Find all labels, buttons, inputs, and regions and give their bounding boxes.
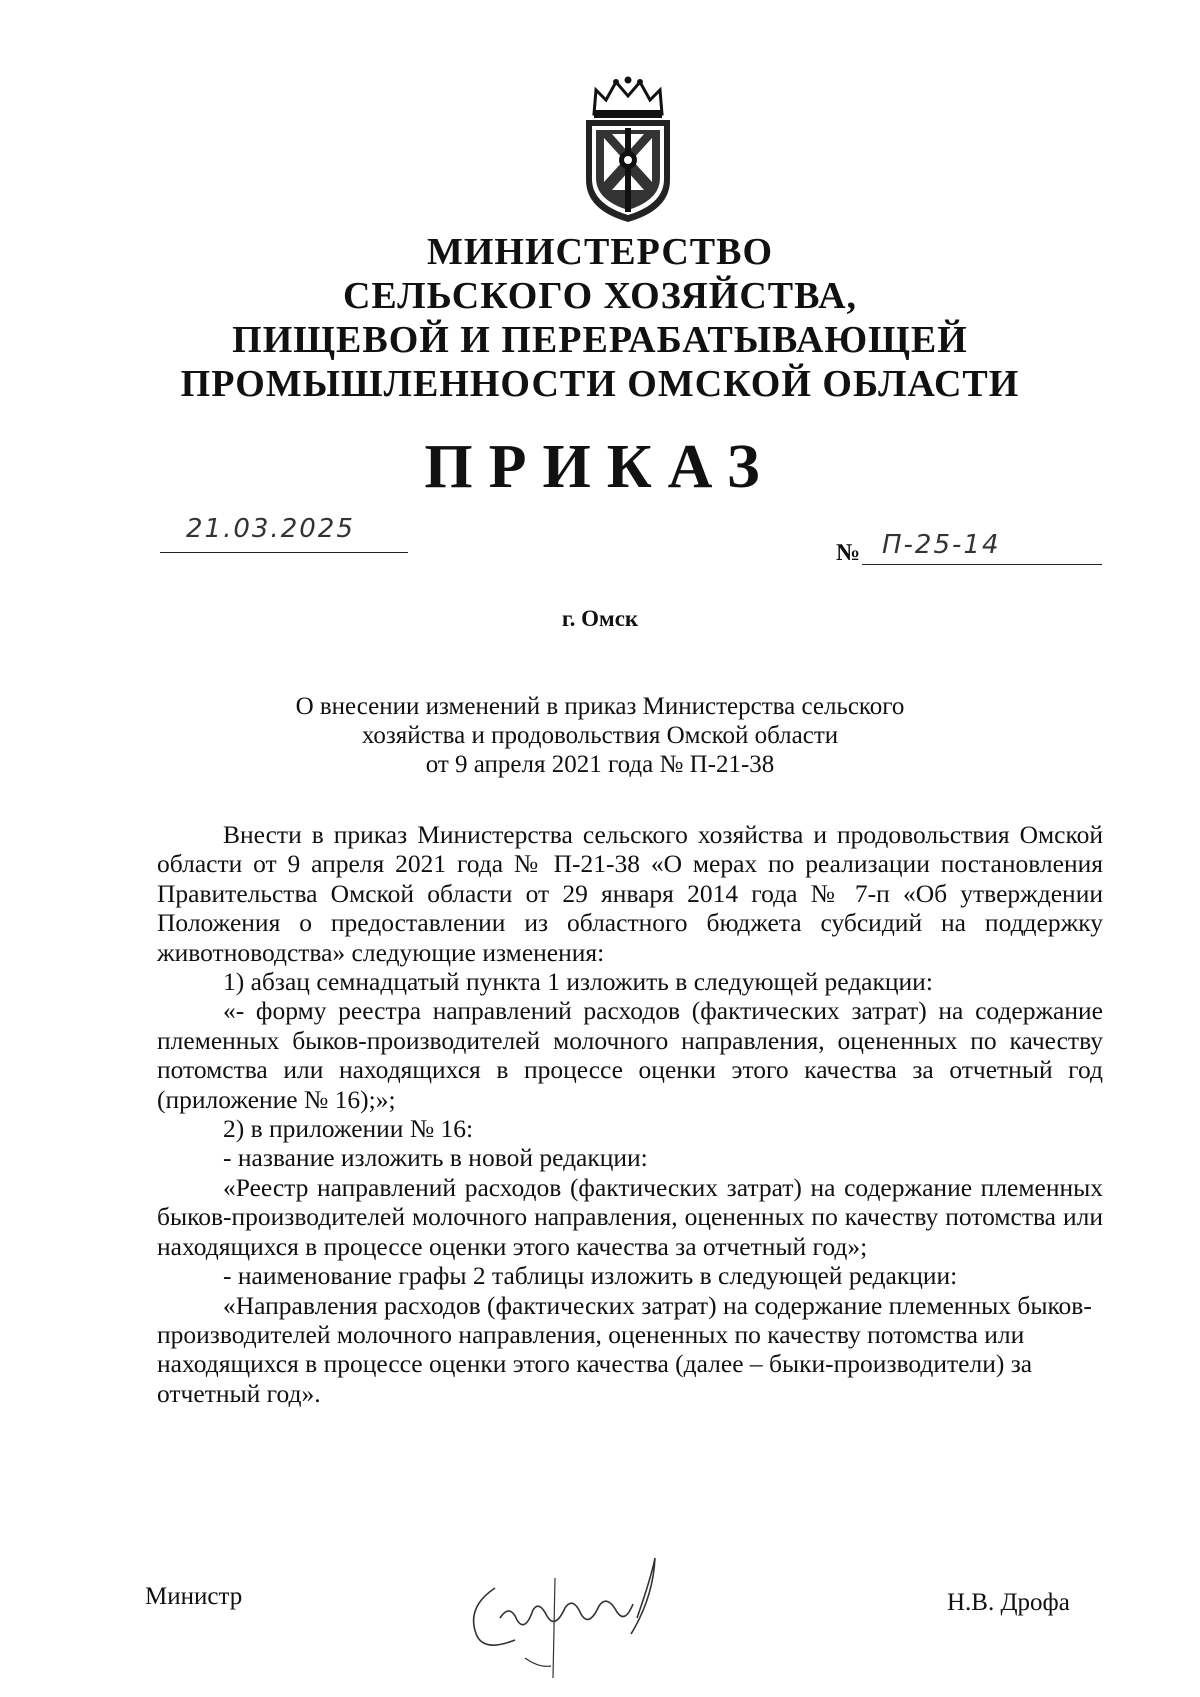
body-paragraph: «Реестр направлений расходов (фактических затрат) на содержание племенных быков-производителей молочного направления, оцененных по качеству потомства или находящихся в процессе оценки этого качества за отчетный год»;: [157, 1172, 1103, 1261]
number-label: №: [836, 540, 861, 566]
coat-of-arms-emblem: [574, 76, 682, 226]
body-paragraph: 1) абзац семнадцатый пункта 1 изложить в следующей редакции:: [223, 967, 933, 997]
subject-line: О внесении изменений в приказ Министерства сельского: [295, 693, 905, 720]
number-underline: [862, 564, 1102, 565]
subject-line: хозяйства и продовольствия Омской области: [361, 722, 839, 749]
body-paragraph: - название изложить в новой редакции:: [223, 1143, 648, 1173]
body-paragraph: Внести в приказ Министерства сельского хозяйства и продовольствия Омской области от 9 апреля 2021 года № П-21-38 «О мерах по реализации постановления Правительства Омской области от 29 января 2014 года № 7-п «Об утверждении Положения о предоставлении из областного бюджета субсидий на поддержку животноводства» следующие изменения:: [157, 820, 1103, 967]
ministry-header: [150, 230, 1050, 406]
ministry-line: ПРОМЫШЛЕННОСТИ ОМСКОЙ ОБЛАСТИ: [180, 363, 1020, 405]
ministry-line: МИНИСТЕРСТВО: [426, 231, 774, 273]
body-paragraph: «Направления расходов (фактических затрат) на содержание племенных быков-производителей молочного направления, оцененных по качеству потомства или находящихся в процессе оценки этого качества (далее – быки-производители) за отчетный год».: [157, 1290, 1092, 1408]
document-subject: [200, 692, 1000, 779]
document-type-title: ПРИКАЗ: [424, 433, 776, 501]
ministry-line: СЕЛЬСКОГО ХОЗЯЙСТВА,: [342, 275, 858, 317]
handwritten-signature: [455, 1548, 705, 1688]
body-paragraph: 2) в приложении № 16:: [223, 1114, 474, 1144]
document-date: 21.03.2025: [186, 514, 355, 544]
signatory-name: Н.В. Дрофа: [947, 1589, 1070, 1616]
document-body: [157, 820, 1103, 1408]
signatory-title: Министр: [145, 1583, 243, 1610]
document-number: П-25-14: [882, 530, 1001, 560]
city-label: г. Омск: [561, 606, 639, 631]
date-underline: [160, 552, 408, 553]
subject-line: от 9 апреля 2021 года № П-21-38: [425, 751, 775, 778]
ministry-line: ПИЩЕВОЙ И ПЕРЕРАБАТЫВАЮЩЕЙ: [232, 319, 968, 361]
body-paragraph: - наименование графы 2 таблицы изложить в следующей редакции:: [223, 1261, 958, 1291]
body-paragraph: «- форму реестра направлений расходов (фактических затрат) на содержание племенных быков-производителей молочного направления, оцененных по качеству потомства или находящихся в процессе оценки этого качества за отчетный год (приложение № 16);»;: [157, 996, 1103, 1114]
